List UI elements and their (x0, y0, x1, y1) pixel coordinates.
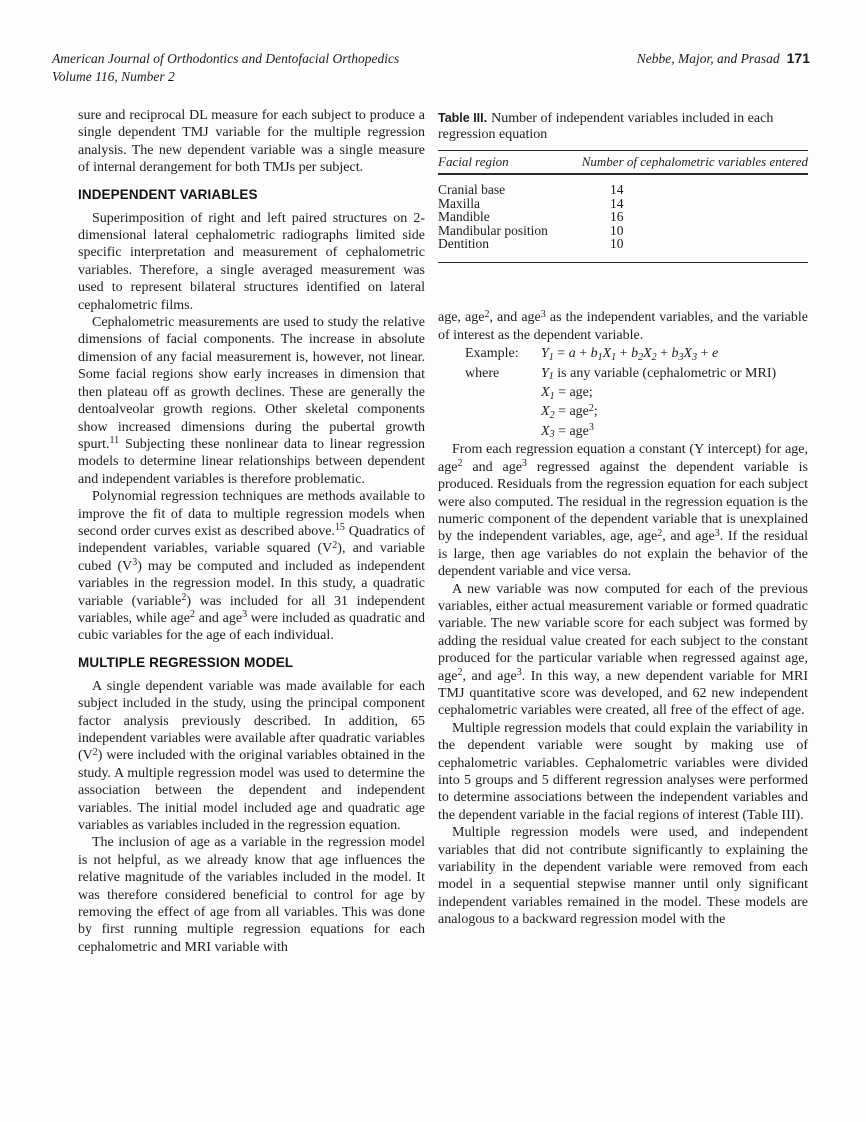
text-run: Multiple regression models that could explain the variability in the dependent variable were sought by making use of cephalometric variables. Cephalometric variables were divided into 5 groups and 5 different regression analyses were performed to determine associations between the independent variables and the dependent variable in the facial regions of interest (Table III). (438, 720, 808, 823)
running-head-left (52, 50, 399, 85)
paragraph (78, 488, 425, 645)
text-run: + (616, 346, 632, 362)
text-run: Quadratics of independent variables, variable squared (V (78, 523, 425, 557)
text-run: X (541, 385, 550, 401)
paragraph (78, 314, 425, 488)
variable-count-cell: 10 (610, 222, 624, 238)
facial-region-cell: Mandible (438, 209, 490, 225)
table-iii (438, 110, 808, 263)
text-run: is any variable (cephalometric or MRI) (553, 365, 777, 381)
text-run: b (671, 346, 679, 362)
equation-content (541, 344, 808, 363)
text-run: A single dependent variable was made available for each subject included in the study, using the principal component factor analysis previously described. In addition, 65 independent variables were available after quadratic variables (V (78, 678, 425, 764)
variable-count-cell: 10 (610, 236, 624, 252)
superscript: 2 (332, 539, 338, 551)
paragraph (438, 309, 808, 344)
text-run: Superimposition of right and left paired structures on 2-dimensional lateral cephalometric radiographs limited side specific interpretation and measurement of cephalometric variables. Therefore, a single averaged measurement was used to represent bilateral structures identified on lateral cephalometric films. (78, 210, 425, 313)
superscript: 2 (457, 458, 463, 470)
equation-line (465, 364, 808, 383)
subscript: 2 (638, 351, 644, 363)
superscript: 3 (714, 527, 720, 539)
table-row (438, 183, 808, 196)
superscript: 3 (132, 557, 138, 569)
text-run: X (541, 423, 550, 439)
superscript: 2 (190, 609, 195, 621)
text-run: e (712, 346, 719, 362)
text-run: as the independent variables, and the variable of interest as the dependent variable. (438, 310, 809, 343)
text-run: Multiple regression models were used, and independent variables that did not contribute significantly to explaining the variability in the dependent variable were removed from each model in a sequential stepwise manner until only significant independent variables remained in the model. These models are analogous to a backward regression model with the (438, 825, 808, 928)
table-body (438, 175, 808, 262)
subscript: 3 (549, 429, 555, 441)
right-column (438, 107, 808, 956)
text-run: b (631, 346, 639, 362)
left-column (78, 107, 425, 956)
paragraph (438, 581, 808, 720)
subscript: 1 (548, 351, 554, 363)
superscript: 2 (457, 667, 463, 679)
paragraph (438, 720, 808, 824)
running-head-right (637, 50, 810, 68)
paragraph (78, 834, 425, 956)
equation-line (465, 344, 808, 363)
superscript: 3 (242, 609, 248, 621)
text-run: ), and variable cubed (V (78, 541, 425, 574)
text-run: , and age (662, 529, 715, 545)
text-run: X (541, 404, 550, 420)
paragraph (78, 210, 425, 314)
superscript: 3 (516, 667, 522, 679)
superscript: 15 (334, 522, 345, 534)
text-run: Cephalometric measurements are used to study the relative dimensions of facial components. The increase in absolute dimension of any facial measurement is, however, not linear. Some facial regions show early increases in dimension that then plateau off as growth declines. These are generally the dentoalveolar growth regions. Other skeletal components show increased dimensions during the pubertal growth spurt. (78, 315, 425, 452)
text-run: Y (541, 346, 549, 362)
text-columns (78, 107, 808, 956)
superscript: 3 (521, 458, 527, 470)
subscript: 2 (549, 409, 555, 421)
facial-region-cell: Mandibular position (438, 222, 548, 238)
text-run: a (568, 346, 576, 362)
subscript: 3 (692, 351, 698, 363)
text-run: X (643, 346, 652, 362)
table-row (438, 210, 808, 223)
superscript: 2 (484, 308, 490, 320)
subscript: 1 (597, 351, 603, 363)
text-run: ) were included with the original variables obtained in the study. A multiple regression model was used to determine the association between the dependent and independent variables. The initial model included age and quadratic age variables as variables included in the regression equation. (78, 748, 425, 834)
equation-label: where (465, 365, 500, 381)
section-heading: MULTIPLE REGRESSION MODEL (78, 654, 294, 670)
text-run: ) was included for all 31 independent variables, while age (78, 593, 425, 626)
text-run: . In this way, a new dependent variable for MRI TMJ quantitative score was developed, and 62 new independent cephalometric variables were created, all free of the effect of age. (438, 668, 808, 719)
journal-title: American Journal of Orthodontics and Dentofacial Orthopedics (52, 51, 400, 66)
variable-count-cell: 14 (610, 195, 624, 211)
subscript: 2 (651, 351, 657, 363)
table-row (438, 224, 808, 237)
paragraph (78, 678, 425, 835)
equation-content (541, 383, 808, 402)
variable-count-cell: 14 (610, 182, 624, 198)
superscript: 3 (588, 422, 594, 434)
running-head (52, 50, 810, 85)
table-label: Table III. (438, 111, 488, 125)
text-run: ; (593, 404, 598, 420)
column-header-facial-region: Facial region (438, 154, 509, 170)
text-run: sure and reciprocal DL measure for each subject to produce a single dependent TMJ variable for the multiple regression analysis. The new dependent variable was a single measure of internal derangement for both TMJs per subject. (78, 108, 425, 176)
text-run: = age (554, 423, 589, 439)
equation-label (465, 402, 541, 421)
subscript: 1 (549, 390, 555, 402)
text-run: + (575, 346, 591, 362)
running-authors: Nebbe, Major, and Prasad (636, 51, 780, 66)
equation-label (465, 383, 541, 402)
table-row (438, 197, 808, 210)
facial-region-cell: Maxilla (438, 195, 480, 211)
table-grid (438, 150, 808, 263)
table-caption (438, 110, 808, 143)
superscript: 2 (657, 527, 663, 539)
table-row (438, 237, 808, 250)
facial-region-cell: Cranial base (438, 182, 506, 198)
text-run: , and age (462, 668, 517, 684)
text-run: = age; (554, 385, 593, 401)
journal-issue: Volume 116, Number 2 (52, 68, 175, 84)
superscript: 2 (92, 746, 98, 758)
equation-content (541, 402, 808, 421)
text-run: = age (554, 404, 589, 420)
superscript: 2 (588, 402, 594, 414)
paragraph (78, 107, 425, 177)
text-run: ) may be computed and included as independent variables in the regression model. In this study, a quadratic variable (variable (78, 558, 425, 609)
text-run: , and age (489, 310, 541, 326)
equation-line (465, 402, 808, 421)
text-run: were included as quadratic and cubic variables for the age of each individual. (78, 610, 426, 644)
column-header-variable-count: Number of cephalometric variables entered (581, 154, 808, 170)
right-column-text (438, 309, 808, 928)
text-run: Subjecting these nonlinear data to linear regression models to determine linear relationships between dependent and independent variables is therefore problematic. (78, 436, 425, 487)
subscript: 1 (611, 351, 617, 363)
text-run: X (683, 346, 693, 362)
equation-label (465, 422, 541, 441)
text-run: b (590, 346, 598, 362)
equation-line (465, 383, 808, 402)
text-run: X (602, 346, 612, 362)
superscript: 2 (181, 592, 187, 604)
table-header-row (438, 151, 808, 175)
text-run: Y (541, 365, 549, 381)
text-run: + (656, 346, 672, 362)
subscript: 1 (548, 371, 554, 383)
text-run: + (697, 346, 713, 362)
table-caption-text: Number of independent variables included in each regression equation (438, 111, 774, 143)
variable-count-cell: 16 (610, 209, 624, 225)
text-run: = (553, 346, 569, 362)
facial-region-cell: Dentition (438, 236, 489, 252)
paragraph (438, 824, 808, 928)
subscript: 3 (678, 351, 684, 363)
equation-content (541, 364, 808, 383)
superscript: 3 (540, 308, 546, 320)
paragraph (438, 441, 808, 580)
page-number: 171 (786, 50, 810, 66)
equation-label: Example: (465, 346, 519, 362)
section-heading: INDEPENDENT VARIABLES (78, 186, 258, 202)
text-run: and age (462, 459, 522, 475)
text-run: and age (195, 610, 243, 626)
text-run: Polynomial regression techniques are methods available to improve the fit of data to multiple regression models when second order curves exist as described above. (78, 489, 425, 539)
text-run: From each regression equation a constant (Y intercept) for age, age (438, 442, 808, 475)
text-run: regressed against the dependent variable is produced. Residuals from the regression equation for each subject were also computed. The residual in the regression equation is the numeric component of the dependent variable that is unexplained by the independent variables, age, age (438, 459, 808, 545)
text-run: The inclusion of age as a variable in the regression model is not helpful, as we already know that age influences the relative magnitude of the variables included in the model. It was therefore considered beneficial to control for age by removing the effect of age from all variables. This was done by first running multiple regression equations for each cephalometric and MRI variable with (78, 835, 425, 955)
equation-block (438, 344, 808, 441)
text-run: age, age (438, 310, 485, 326)
equation-line (465, 422, 808, 441)
equation-content (541, 422, 808, 441)
text-run: . If the residual is large, then age variables do not explain the behavior of the dependent variable and vice versa. (438, 529, 808, 580)
text-run: A new variable was now computed for each of the previous variables, either actual measurement variable or formed quadratic variable. The new variable score for each subject was formed by adding the residual value created for each subject to the constant produced for the particular variable when regressed against age, age (438, 581, 808, 684)
superscript: 11 (109, 435, 120, 447)
